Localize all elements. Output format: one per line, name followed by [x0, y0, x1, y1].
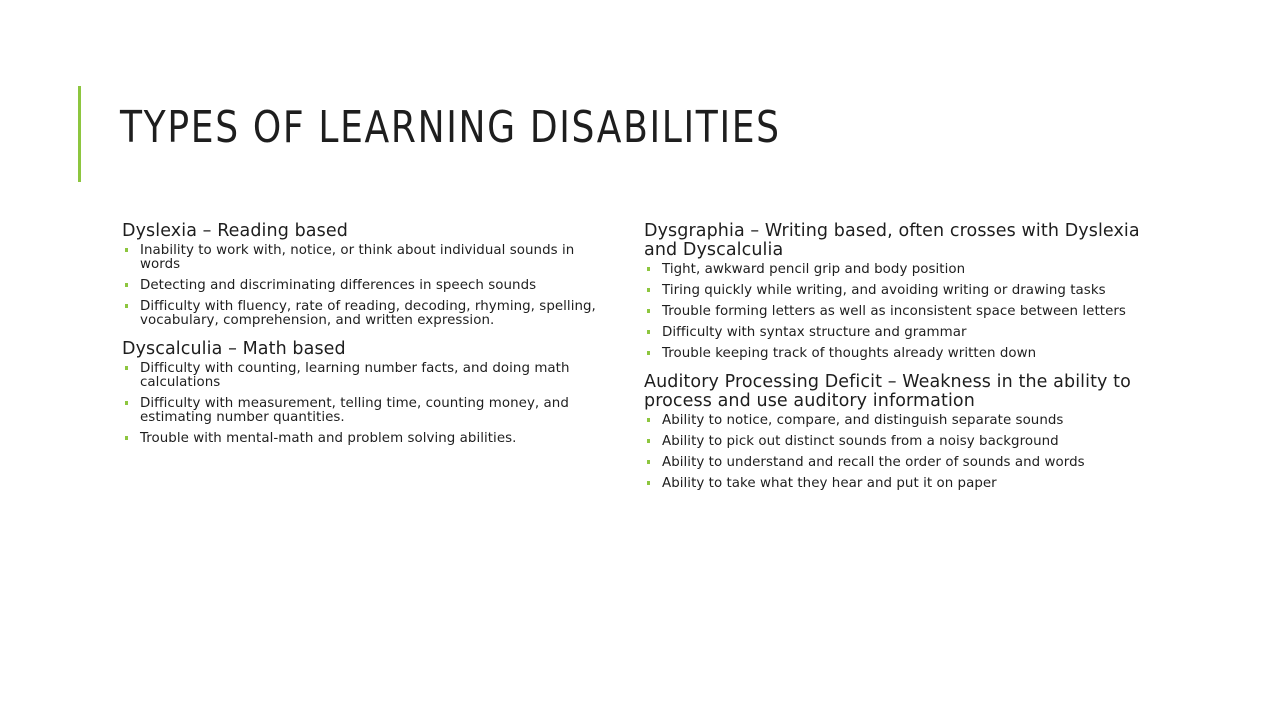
section-heading: Auditory Processing Deficit – Weakness in the ability to process and use auditory information [644, 372, 1131, 411]
list-item [644, 305, 1144, 319]
left-column [122, 222, 602, 458]
section-auditory-processing [644, 373, 1144, 491]
bullet-text: Trouble keeping track of thoughts already written down [662, 346, 1037, 361]
bullet-text: Tiring quickly while writing, and avoiding writing or drawing tasks [662, 283, 1106, 298]
bullet-text: Difficulty with counting, learning number facts, and doing math calculations [140, 361, 570, 390]
bullet-list [644, 414, 1144, 491]
bullet-text: Trouble with mental-math and problem solving abilities. [140, 431, 517, 446]
square-bullet-icon [125, 283, 128, 287]
square-bullet-icon [647, 309, 650, 313]
bullet-text: Inability to work with, notice, or think about individual sounds in words [140, 243, 575, 272]
bullet-list [122, 362, 602, 446]
square-bullet-icon [647, 267, 650, 271]
section-dyscalculia [122, 340, 602, 446]
list-item [644, 477, 1144, 491]
square-bullet-icon [125, 436, 128, 440]
square-bullet-icon [125, 401, 128, 405]
section-heading: Dyscalculia – Math based [122, 339, 346, 359]
square-bullet-icon [647, 418, 650, 422]
title-accent-bar [78, 86, 81, 182]
section-heading: Dysgraphia – Writing based, often crosses with Dyslexia and Dyscalculia [644, 221, 1140, 260]
square-bullet-icon [647, 481, 650, 485]
list-item [122, 397, 602, 425]
section-dysgraphia [644, 222, 1144, 361]
bullet-list [644, 263, 1144, 361]
bullet-text: Tight, awkward pencil grip and body position [662, 262, 966, 277]
bullet-text: Trouble forming letters as well as inconsistent space between letters [662, 304, 1126, 319]
right-column [644, 222, 1144, 503]
bullet-text: Ability to understand and recall the order of sounds and words [662, 455, 1085, 470]
square-bullet-icon [647, 351, 650, 355]
bullet-text: Ability to take what they hear and put it on paper [662, 476, 997, 491]
square-bullet-icon [647, 460, 650, 464]
list-item [644, 263, 1144, 277]
list-item [644, 456, 1144, 470]
square-bullet-icon [647, 439, 650, 443]
list-item [122, 362, 602, 390]
bullet-text: Difficulty with fluency, rate of reading, decoding, rhyming, spelling, vocabulary, comprehension, and written expression. [140, 299, 596, 328]
square-bullet-icon [125, 304, 128, 308]
bullet-text: Difficulty with measurement, telling time, counting money, and estimating number quantities. [140, 396, 569, 425]
square-bullet-icon [647, 330, 650, 334]
square-bullet-icon [647, 288, 650, 292]
bullet-text: Ability to notice, compare, and distinguish separate sounds [662, 413, 1064, 428]
slide-title: TYPES OF LEARNING DISABILITIES [120, 102, 781, 153]
square-bullet-icon [125, 366, 128, 370]
list-item [644, 435, 1144, 449]
square-bullet-icon [125, 248, 128, 252]
section-heading: Dyslexia – Reading based [122, 221, 348, 241]
list-item [122, 279, 602, 293]
bullet-text: Detecting and discriminating differences in speech sounds [140, 278, 537, 293]
bullet-text: Ability to pick out distinct sounds from a noisy background [662, 434, 1059, 449]
list-item [122, 300, 602, 328]
bullet-list [122, 244, 602, 328]
list-item [644, 414, 1144, 428]
list-item [644, 347, 1144, 361]
section-dyslexia [122, 222, 602, 328]
list-item [644, 326, 1144, 340]
bullet-text: Difficulty with syntax structure and grammar [662, 325, 967, 340]
list-item [644, 284, 1144, 298]
list-item [122, 432, 602, 446]
list-item [122, 244, 602, 272]
